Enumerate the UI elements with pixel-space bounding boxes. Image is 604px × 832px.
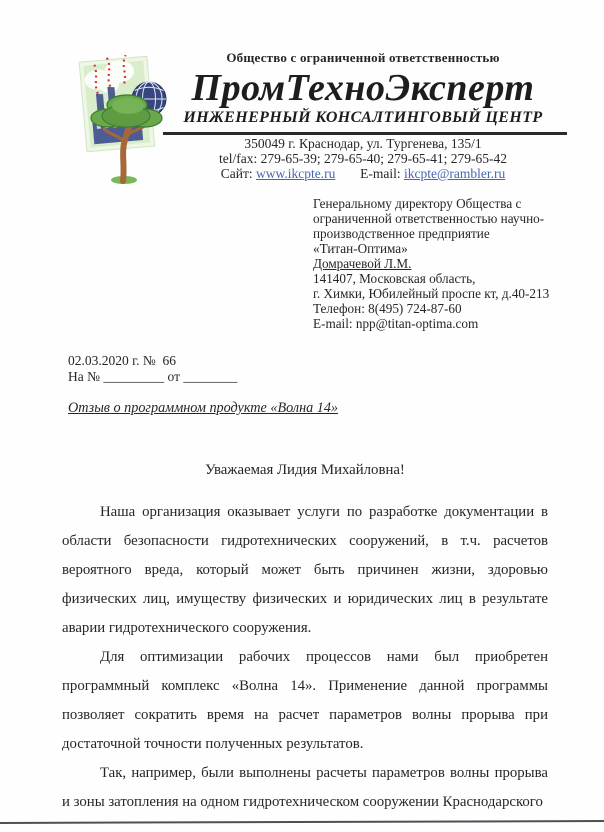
recipient-line: «Титан-Оптима» [313, 241, 408, 256]
email-label: E-mail: [360, 166, 401, 181]
recipient-line: ограниченной ответственностью научно- [313, 211, 545, 226]
recipient-line: Генеральному директору Общества с [313, 196, 522, 211]
recipient-email: E-mail: npp@titan-optima.com [313, 316, 479, 331]
letter-date-number: 02.03.2020 г. № 66 [68, 353, 177, 368]
company-name: ПромТехноЭксперт [191, 67, 535, 109]
recipient-phone: Телефон: 8(495) 724-87-60 [313, 301, 462, 316]
recipient-name: Домрачевой Л.М. [313, 256, 412, 271]
email-url-link: ikcpte@rambler.ru [403, 166, 506, 181]
company-form-line: Общество с ограниченной ответственностью [226, 50, 500, 65]
site-url-link: www.ikcpte.ru [255, 166, 336, 181]
company-address: 350049 г. Краснодар, ул. Тургенева, 135/1 [244, 136, 482, 151]
company-phones: tel/fax: 279-65-39; 279-65-40; 279-65-41; 279-65-42 [219, 151, 507, 166]
header-divider [163, 132, 567, 135]
salutation: Уважаемая Лидия Михайловна! [205, 462, 405, 478]
scan-page-edge [0, 820, 604, 824]
body-paragraph: Так, например, были выполнены расчеты параметров волны прорыва и зоны затопления на одном гидротехническом сооружении Краснодарского [62, 765, 548, 810]
company-web-contacts [165, 166, 561, 182]
logo-graphic [78, 50, 174, 186]
recipient-line: г. Химки, Юбилейный проспе кт, д.40-213 [313, 286, 550, 301]
reply-reference-line: На № _________ от ________ [68, 369, 238, 384]
letter-subject: Отзыв о программном продукте «Волна 14» [68, 400, 339, 416]
site-label: Сайт: [220, 166, 253, 181]
recipient-line: 141407, Московская область, [313, 271, 476, 286]
recipient-block [313, 196, 578, 331]
company-subtitle: ИНЖЕНЕРНЫЙ КОНСАЛТИНГОВЫЙ ЦЕНТР [183, 109, 543, 126]
recipient-line: производственное предприятие [313, 226, 490, 241]
body-paragraph: Наша организация оказывает услуги по разработке документации в области безопасности гидротехнических сооружений, в т.ч. расчетов вероятного вреда, который может быть причинен жизни, здоровью физических лиц, имуществу физических и юридических лиц в результате аварии гидротехнического сооружения. [62, 504, 548, 636]
company-logo [78, 50, 174, 186]
letter-body [62, 498, 548, 817]
body-paragraph: Для оптимизации рабочих процессов нами был приобретен программный комплекс «Волна 14». Применение данной программы позволяет сократить время на расчет параметров волны прорыва при достаточной точности полученных результатов. [62, 649, 548, 752]
